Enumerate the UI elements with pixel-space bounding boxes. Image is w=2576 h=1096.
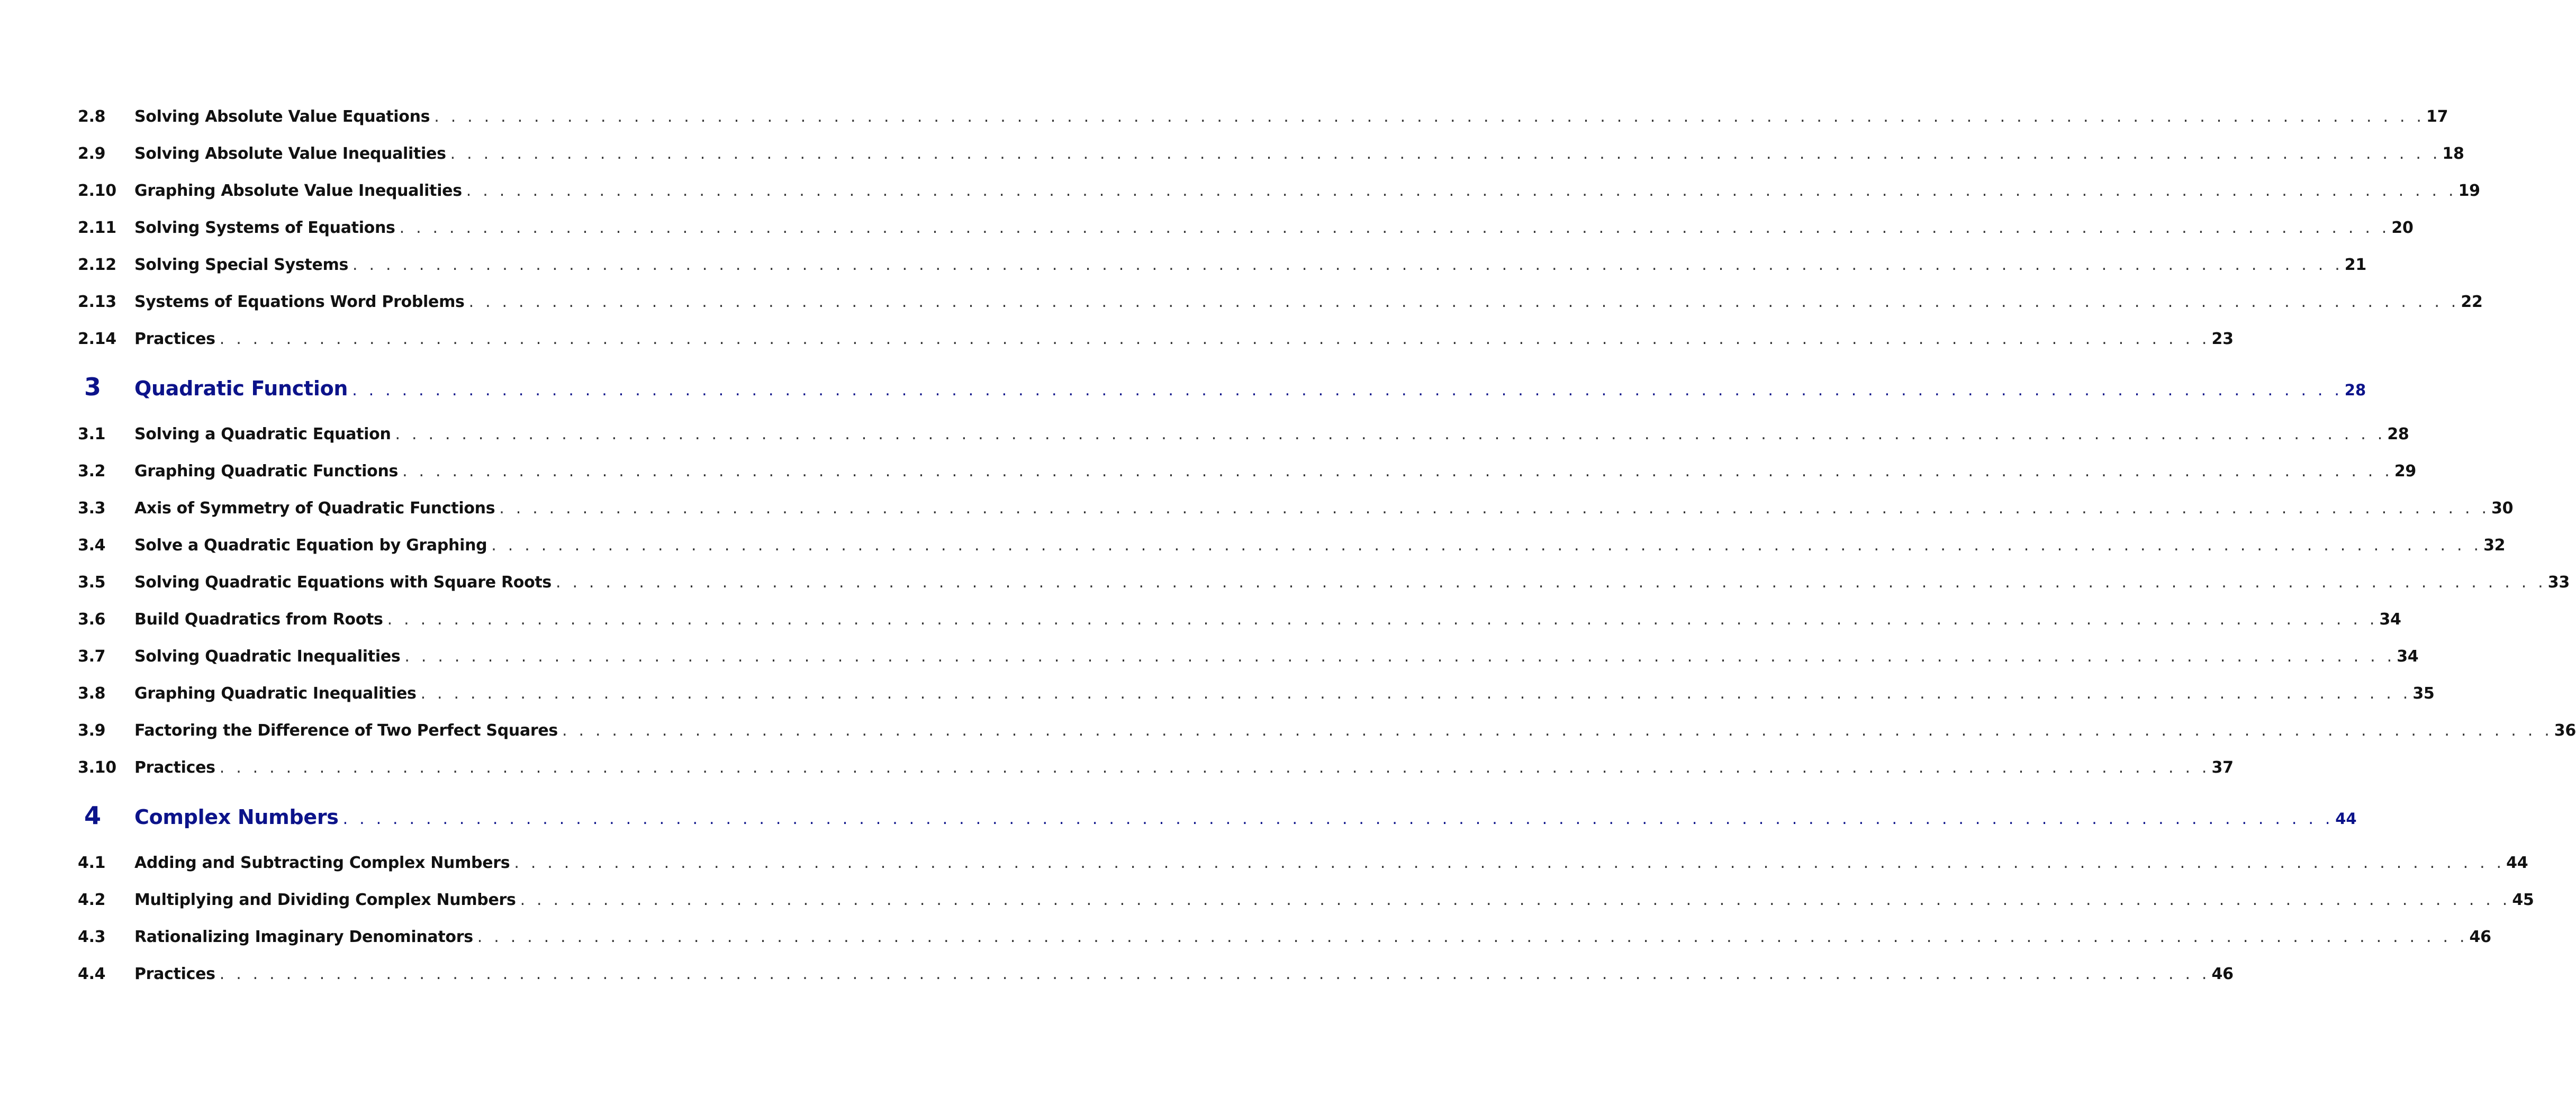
section-title: Solving Quadratic Inequalities <box>134 647 401 666</box>
toc-section-entry[interactable] <box>78 749 2234 786</box>
section-title: Solving Systems of Equations <box>134 219 395 237</box>
section-number: 2.12 <box>78 256 116 274</box>
chapter-title: Complex Numbers <box>134 805 339 829</box>
toc-chapter-entry[interactable] <box>78 786 2357 845</box>
toc-section-entry[interactable] <box>78 527 2506 564</box>
section-title: Graphing Quadratic Functions <box>134 462 399 481</box>
section-number: 2.11 <box>78 219 116 237</box>
page-number: 28 <box>2344 381 2366 399</box>
toc-section-entry[interactable] <box>78 956 2234 993</box>
section-title: Practices <box>134 758 215 777</box>
page-number: 18 <box>2442 144 2464 163</box>
toc-section-entry[interactable] <box>78 98 2448 135</box>
section-number: 2.13 <box>78 293 116 311</box>
page-number: 17 <box>2426 107 2448 126</box>
chapter-number: 4 <box>84 801 102 830</box>
dot-leader: . . . . . . . . . . . . . . . . . . . . . . . . . . . . . . . . . . . . . . . . . . . . . . . . . . . . . . . . . . . . . . . . . . . . . . . . . . . . . . . . . . . . . . . . . . . . . . . . . . . . . . . . . . . . . . . . . . . . . . . . <box>499 499 2490 518</box>
page-number: 44 <box>2335 810 2357 828</box>
dot-leader: . . . . . . . . . . . . . . . . . . . . . . . . . . . . . . . . . . . . . . . . . . . . . . . . . . . . . . . . . . . . . . . . . . . . . . . . . . . . . . . . . . . . . . . . . . . . . . . . . . . . . . . . . . . . . . . . . . . . . . . . <box>477 928 2468 946</box>
section-title: Systems of Equations Word Problems <box>134 293 465 311</box>
section-number: 3.5 <box>78 573 106 592</box>
page-number: 28 <box>2387 425 2409 443</box>
toc-section-entry[interactable] <box>78 416 2409 453</box>
dot-leader: . . . . . . . . . . . . . . . . . . . . . . . . . . . . . . . . . . . . . . . . . . . . . . . . . . . . . . . . . . . . . . . . . . . . . . . . . . . . . . . . . . . . . . . . . . . . . . . . . . . . . . . . . . . . . . . . . . . . . . . . <box>466 182 2457 200</box>
section-number: 3.8 <box>78 684 106 703</box>
page-number: 37 <box>2211 758 2234 777</box>
dot-leader: . . . . . . . . . . . . . . . . . . . . . . . . . . . . . . . . . . . . . . . . . . . . . . . . . . . . . . . . . . . . . . . . . . . . . . . . . . . . . . . . . . . . . . . . . . . . . . . . . . . . . . . . . . . . . . . . . . . . . . . . <box>514 854 2505 872</box>
section-number: 3.7 <box>78 647 106 666</box>
section-number: 3.2 <box>78 462 106 481</box>
page-number: 45 <box>2512 891 2534 909</box>
section-title: Build Quadratics from Roots <box>134 610 383 629</box>
toc-section-entry[interactable] <box>78 601 2401 638</box>
toc-section-entry[interactable] <box>78 135 2464 173</box>
toc-section-entry[interactable] <box>78 845 2528 882</box>
section-title: Solving a Quadratic Equation <box>134 425 391 443</box>
dot-leader: . . . . . . . . . . . . . . . . . . . . . . . . . . . . . . . . . . . . . . . . . . . . . . . . . . . . . . . . . . . . . . . . . . . . . . . . . . . . . . . . . . . . . . . . . . . . . . . . . . . . . . . . . . . . . . . . . . . . . . . . <box>395 425 2386 443</box>
page-number: 20 <box>2391 219 2414 237</box>
section-title: Graphing Absolute Value Inequalities <box>134 182 462 200</box>
dot-leader: . . . . . . . . . . . . . . . . . . . . . . . . . . . . . . . . . . . . . . . . . . . . . . . . . . . . . . . . . . . . . . . . . . . . . . . . . . . . . . . . . . . . . . . . . . . . . . . . . . . . . . . . . . . . . . . . . . . . . . . . <box>450 144 2441 163</box>
page-number: 29 <box>2394 462 2417 481</box>
dot-leader: . . . . . . . . . . . . . . . . . . . . . . . . . . . . . . . . . . . . . . . . . . . . . . . . . . . . . . . . . . . . . . . . . . . . . . . . . . . . . . . . . . . . . . . . . . . . . . . . . . . . . . . . . . . . . . . . . . . . . . . . <box>520 891 2511 909</box>
page-number: 34 <box>2379 610 2401 629</box>
dot-leader: . . . . . . . . . . . . . . . . . . . . . . . . . . . . . . . . . . . . . . . . . . . . . . . . . . . . . . . . . . . . . . . . . . . . . . . . . . . . . . . . . . . . . . . . . . . . . . . . . . . . . . . . . . . . . . . . . . . . . . . . <box>352 381 2343 400</box>
section-number: 3.6 <box>78 610 106 629</box>
dot-leader: . . . . . . . . . . . . . . . . . . . . . . . . . . . . . . . . . . . . . . . . . . . . . . . . . . . . . . . . . . . . . . . . . . . . . . . . . . . . . . . . . . . . . . . . . . . . . . . . . . . . . . . . . . . . . . . . . . . . . . . . <box>555 573 2546 592</box>
section-title: Solve a Quadratic Equation by Graphing <box>134 536 487 555</box>
section-number: 4.2 <box>78 891 106 909</box>
section-title: Solving Absolute Value Equations <box>134 107 430 126</box>
dot-leader: . . . . . . . . . . . . . . . . . . . . . . . . . . . . . . . . . . . . . . . . . . . . . . . . . . . . . . . . . . . . . . . . . . . . . . . . . . . . . . . . . . . . . . . . . . . . . . . . . . . . . . . . . . . . . . . . . . . . . . . . <box>399 219 2390 237</box>
section-number: 3.1 <box>78 425 106 443</box>
section-title: Rationalizing Imaginary Denominators <box>134 928 473 946</box>
dot-leader: . . . . . . . . . . . . . . . . . . . . . . . . . . . . . . . . . . . . . . . . . . . . . . . . . . . . . . . . . . . . . . . . . . . . . . . . . . . . . . . . . . . . . . . . . . . . . . . . . . . . . . . . . . . . . . . . . . . . . . . . <box>219 965 2210 983</box>
section-title: Adding and Subtracting Complex Numbers <box>134 854 510 872</box>
page-number: 35 <box>2412 684 2435 703</box>
page-number: 46 <box>2211 965 2234 983</box>
section-number: 4.3 <box>78 928 106 946</box>
toc-section-entry[interactable] <box>78 675 2435 712</box>
section-title: Solving Quadratic Equations with Square Roots <box>134 573 552 592</box>
section-title: Practices <box>134 330 215 348</box>
section-title: Factoring the Difference of Two Perfect Squares <box>134 721 558 740</box>
dot-leader: . . . . . . . . . . . . . . . . . . . . . . . . . . . . . . . . . . . . . . . . . . . . . . . . . . . . . . . . . . . . . . . . . . . . . . . . . . . . . . . . . . . . . . . . . . . . . . . . . . . . . . . . . . . . . . . . . . . . . . . . <box>562 721 2553 740</box>
toc-section-entry[interactable] <box>78 173 2480 210</box>
section-number: 4.4 <box>78 965 106 983</box>
page-number: 33 <box>2547 573 2570 592</box>
dot-leader: . . . . . . . . . . . . . . . . . . . . . . . . . . . . . . . . . . . . . . . . . . . . . . . . . . . . . . . . . . . . . . . . . . . . . . . . . . . . . . . . . . . . . . . . . . . . . . . . . . . . . . . . . . . . . . . . . . . . . . . . <box>352 256 2343 274</box>
page-number: 36 <box>2554 721 2576 740</box>
section-number: 2.8 <box>78 107 106 126</box>
section-number: 3.3 <box>78 499 106 518</box>
toc-section-entry[interactable] <box>78 210 2414 247</box>
section-title: Practices <box>134 965 215 983</box>
table-of-contents <box>78 98 2576 993</box>
section-number: 2.10 <box>78 182 116 200</box>
section-title: Graphing Quadratic Inequalities <box>134 684 417 703</box>
chapter-title: Quadratic Function <box>134 377 348 400</box>
dot-leader: . . . . . . . . . . . . . . . . . . . . . . . . . . . . . . . . . . . . . . . . . . . . . . . . . . . . . . . . . . . . . . . . . . . . . . . . . . . . . . . . . . . . . . . . . . . . . . . . . . . . . . . . . . . . . . . . . . . . . . . . <box>491 536 2482 555</box>
page-number: 30 <box>2491 499 2514 518</box>
section-number: 2.9 <box>78 144 106 163</box>
page-number: 21 <box>2344 256 2366 274</box>
toc-section-entry[interactable] <box>78 247 2366 284</box>
dot-leader: . . . . . . . . . . . . . . . . . . . . . . . . . . . . . . . . . . . . . . . . . . . . . . . . . . . . . . . . . . . . . . . . . . . . . . . . . . . . . . . . . . . . . . . . . . . . . . . . . . . . . . . . . . . . . . . . . . . . . . . . <box>468 293 2460 311</box>
toc-section-entry[interactable] <box>78 564 2570 601</box>
page-number: 23 <box>2211 330 2234 348</box>
chapter-number: 3 <box>84 373 102 401</box>
section-number: 4.1 <box>78 854 106 872</box>
page-number: 19 <box>2458 182 2480 200</box>
toc-section-entry[interactable] <box>78 882 2534 919</box>
section-number: 2.14 <box>78 330 116 348</box>
dot-leader: . . . . . . . . . . . . . . . . . . . . . . . . . . . . . . . . . . . . . . . . . . . . . . . . . . . . . . . . . . . . . . . . . . . . . . . . . . . . . . . . . . . . . . . . . . . . . . . . . . . . . . . . . . . . . . . . . . . . . . . . <box>404 647 2396 666</box>
section-number: 3.9 <box>78 721 106 740</box>
page-number: 34 <box>2397 647 2419 666</box>
dot-leader: . . . . . . . . . . . . . . . . . . . . . . . . . . . . . . . . . . . . . . . . . . . . . . . . . . . . . . . . . . . . . . . . . . . . . . . . . . . . . . . . . . . . . . . . . . . . . . . . . . . . . . . . . . . . . . . . . . . . . . . . <box>420 684 2411 703</box>
section-title: Solving Absolute Value Inequalities <box>134 144 446 163</box>
section-title: Solving Special Systems <box>134 256 349 274</box>
dot-leader: . . . . . . . . . . . . . . . . . . . . . . . . . . . . . . . . . . . . . . . . . . . . . . . . . . . . . . . . . . . . . . . . . . . . . . . . . . . . . . . . . . . . . . . . . . . . . . . . . . . . . . . . . . . . . . . . . . . . . . . . <box>342 810 2334 828</box>
toc-section-entry[interactable] <box>78 490 2514 527</box>
dot-leader: . . . . . . . . . . . . . . . . . . . . . . . . . . . . . . . . . . . . . . . . . . . . . . . . . . . . . . . . . . . . . . . . . . . . . . . . . . . . . . . . . . . . . . . . . . . . . . . . . . . . . . . . . . . . . . . . . . . . . . . . <box>219 758 2210 777</box>
toc-section-entry[interactable] <box>78 284 2483 321</box>
toc-section-entry[interactable] <box>78 453 2417 490</box>
toc-section-entry[interactable] <box>78 712 2576 749</box>
toc-section-entry[interactable] <box>78 919 2491 956</box>
dot-leader: . . . . . . . . . . . . . . . . . . . . . . . . . . . . . . . . . . . . . . . . . . . . . . . . . . . . . . . . . . . . . . . . . . . . . . . . . . . . . . . . . . . . . . . . . . . . . . . . . . . . . . . . . . . . . . . . . . . . . . . . <box>219 330 2210 348</box>
page-number: 44 <box>2506 854 2528 872</box>
toc-chapter-entry[interactable] <box>78 358 2366 416</box>
dot-leader: . . . . . . . . . . . . . . . . . . . . . . . . . . . . . . . . . . . . . . . . . . . . . . . . . . . . . . . . . . . . . . . . . . . . . . . . . . . . . . . . . . . . . . . . . . . . . . . . . . . . . . . . . . . . . . . . . . . . . . . . <box>402 462 2393 481</box>
dot-leader: . . . . . . . . . . . . . . . . . . . . . . . . . . . . . . . . . . . . . . . . . . . . . . . . . . . . . . . . . . . . . . . . . . . . . . . . . . . . . . . . . . . . . . . . . . . . . . . . . . . . . . . . . . . . . . . . . . . . . . . . <box>434 107 2425 126</box>
section-title: Multiplying and Dividing Complex Numbers <box>134 891 516 909</box>
toc-section-entry[interactable] <box>78 321 2234 358</box>
section-title: Axis of Symmetry of Quadratic Functions <box>134 499 495 518</box>
toc-section-entry[interactable] <box>78 638 2419 675</box>
page-number: 22 <box>2461 293 2483 311</box>
dot-leader: . . . . . . . . . . . . . . . . . . . . . . . . . . . . . . . . . . . . . . . . . . . . . . . . . . . . . . . . . . . . . . . . . . . . . . . . . . . . . . . . . . . . . . . . . . . . . . . . . . . . . . . . . . . . . . . . . . . . . . . . <box>387 610 2378 629</box>
section-number: 3.10 <box>78 758 116 777</box>
page-number: 46 <box>2469 928 2491 946</box>
page-number: 32 <box>2483 536 2506 555</box>
section-number: 3.4 <box>78 536 106 555</box>
